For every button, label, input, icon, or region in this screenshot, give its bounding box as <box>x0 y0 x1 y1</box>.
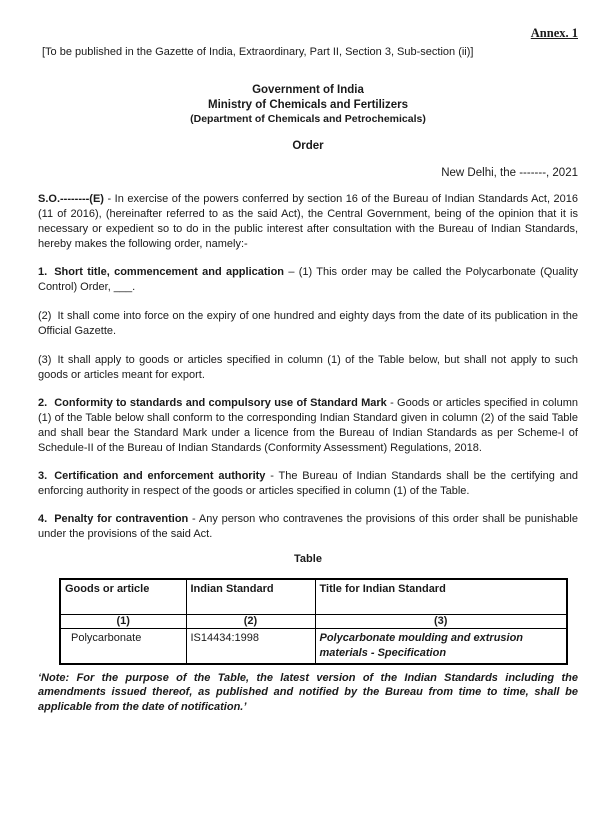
table-cell-goods: Polycarbonate <box>60 628 186 664</box>
clause-4-title: Penalty for contravention <box>54 512 189 525</box>
annex-label-text: Annex. 1 <box>530 26 578 40</box>
table-col-number-2: (2) <box>186 614 315 628</box>
clause-1-sub-3-number: (3) <box>38 353 52 366</box>
clause-1-sub-3-text: It shall apply to goods or articles specified in column (1) of the Table below, but shall not apply to such goods or articles meant for export. <box>38 353 578 381</box>
table-col-number-3: (3) <box>315 614 567 628</box>
table-header-standard: Indian Standard <box>186 579 315 615</box>
table-header-title: Title for Indian Standard <box>315 579 567 615</box>
so-number: S.O.--------(E) <box>38 192 104 205</box>
table-caption: Table <box>294 552 322 565</box>
clause-4-text: - Any person who contravenes the provisions of this order shall be punishable under the provisions of the said Act. <box>38 512 578 540</box>
clause-3-title: Certification and enforcement authority <box>54 469 266 482</box>
table-header-goods: Goods or article <box>60 579 186 615</box>
clause-1-sub-3 <box>38 353 578 383</box>
table-cell-standard: IS14434:1998 <box>186 628 315 664</box>
clause-2-text: - Goods or articles specified in column (1) of the Table below shall conform to the corresponding Indian Standard given in column (2) of the said Table and shall bear the Standard Mark under a licence from the Bureau of Indian Standards as per Scheme-I of Schedule-II of the Bureau of Indian Standards (Conformity Assessment) Regulations, 2018. <box>38 396 578 454</box>
clause-1-sub-2-number: (2) <box>38 309 52 322</box>
clause-2-title: Conformity to standards and compulsory use of Standard Mark <box>54 396 387 409</box>
clause-4-number: 4. <box>38 512 48 525</box>
table-note: ‘Note: For the purpose of the Table, the latest version of the Indian Standards including the amendments issued thereof, as published and notified by the Bureau from time to time, shall be applicable from the date of notification.’ <box>38 671 578 713</box>
clause-1-title: Short title, commencement and application <box>54 265 285 278</box>
clause-3-number: 3. <box>38 469 48 482</box>
ministry-line: Ministry of Chemicals and Fertilizers <box>207 98 409 111</box>
clause-4 <box>38 512 578 542</box>
annex-label <box>38 26 578 41</box>
letterhead <box>38 83 578 127</box>
clause-2-number: 2. <box>38 396 48 409</box>
so-text: - In exercise of the powers conferred by section 16 of the Bureau of Indian Standards Act, 2016 (11 of 2016), (hereinafter referred to as the said Act), the Central Government, being of the opinion that it is necessary or expedient so to do in the public interest after consultation with the Bureau of Indian Standards, hereby makes the following order, namely:- <box>38 192 578 250</box>
table-header-row <box>60 579 567 615</box>
table-row <box>60 628 567 664</box>
clause-1-sub-2 <box>38 309 578 339</box>
dateline: New Delhi, the -------, 2021 <box>441 166 578 179</box>
so-paragraph <box>38 192 578 252</box>
table-cell-title: Polycarbonate moulding and extrusion materials - Specification <box>315 628 567 664</box>
standards-table <box>59 578 568 665</box>
table-col-number-1: (1) <box>60 614 186 628</box>
table-column-number-row <box>60 614 567 628</box>
clause-1-sub-2-text: It shall come into force on the expiry of one hundred and eighty days from the date of its publication in the Official Gazette. <box>38 309 578 337</box>
order-heading: Order <box>292 139 324 152</box>
publish-line: [To be published in the Gazette of India, Extraordinary, Part II, Section 3, Sub-section (ii)] <box>42 46 474 58</box>
clause-1-text: – (1) This order may be called the Polycarbonate (Quality Control) Order, ___. <box>38 265 578 293</box>
clause-1-number: 1. <box>38 265 48 278</box>
clause-3 <box>38 469 578 499</box>
clause-2 <box>38 396 578 456</box>
government-line: Government of India <box>252 84 364 96</box>
department-line: (Department of Chemicals and Petrochemicals) <box>190 113 426 125</box>
clause-3-text: - The Bureau of Indian Standards shall be the certifying and enforcing authority in respect of the goods or articles specified in column (1) of the Table. <box>38 469 578 497</box>
clause-1 <box>38 265 578 295</box>
